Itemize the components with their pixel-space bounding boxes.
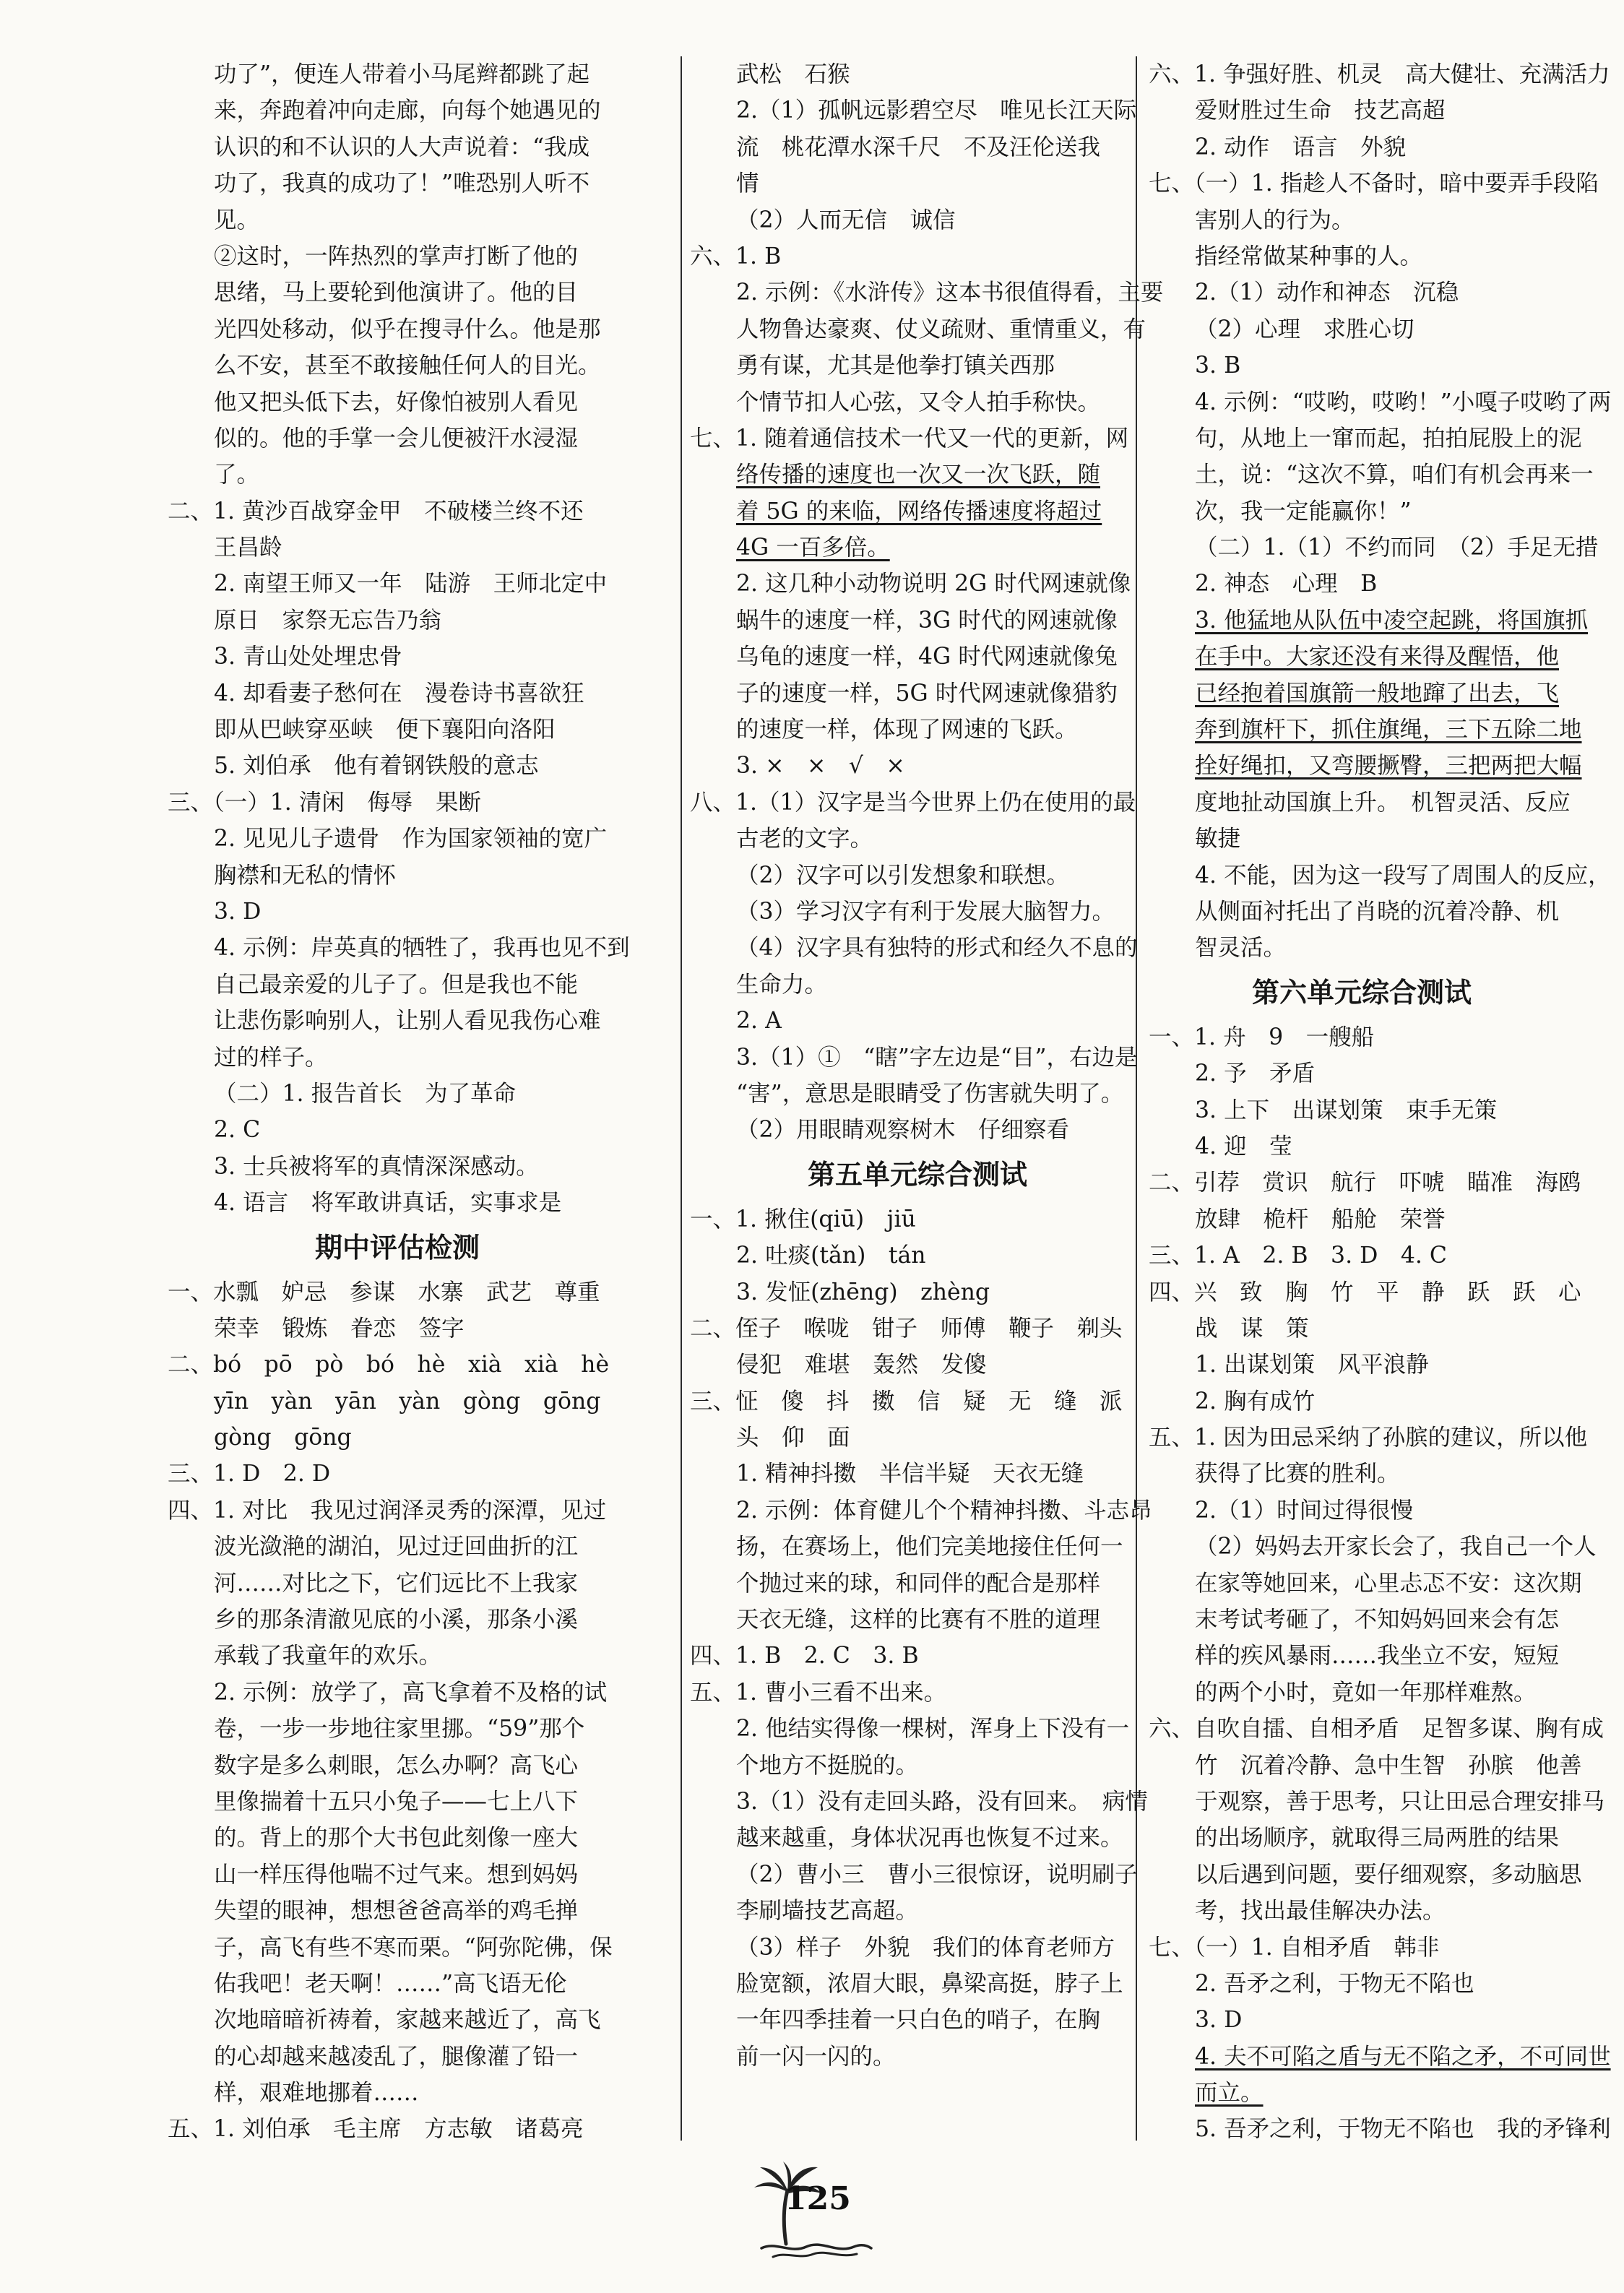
answer-line: 武松 石猴 xyxy=(736,61,850,87)
answer-line: 四、1. 对比 我见过润泽灵秀的深潭，见过 xyxy=(168,1497,607,1524)
answer-line: 光四处移动，似乎在搜寻什么。他是那 xyxy=(214,316,601,342)
answer-line: 七、（一）1. 自相矛盾 韩非 xyxy=(1149,1934,1440,1961)
answer-line: 来，奔跑着冲向走廊，向每个她遇见的 xyxy=(214,98,601,124)
answer-line: 情 xyxy=(736,170,759,197)
section-title: 第六单元综合测试 xyxy=(1251,976,1472,1009)
answer-line: 二、bó pō pò bó hè xià xià hè xyxy=(168,1352,610,1378)
answer-line: 五、1. 刘伯承 毛主席 方志敏 诸葛亮 xyxy=(168,2116,584,2143)
answer-line: 头 仰 面 xyxy=(736,1425,850,1451)
answer-line: 山一样压得他喘不过气来。想到妈妈 xyxy=(214,1861,579,1888)
answer-line: 获得了比赛的胜利。 xyxy=(1195,1461,1400,1487)
answer-line: 流 桃花潭水深千尺 不及汪伦送我 xyxy=(736,134,1101,160)
answer-line: 六、自吹自擂、自相矛盾 足智多谋、胸有成 xyxy=(1149,1716,1604,1743)
answer-line: 乌龟的速度一样，4G 时代网速就像兔 xyxy=(736,644,1118,670)
answer-line: 2. 南望王师又一年 陆游 王师北定中 xyxy=(214,571,608,597)
answer-line: 河……对比之下，它们远比不上我家 xyxy=(214,1570,579,1597)
answer-line: 个情节扣人心弦，又令人拍手称快。 xyxy=(736,389,1101,415)
answer-line: 承载了我童年的欢乐。 xyxy=(214,1643,442,1670)
answer-line: 乡的那条清澈见底的小溪，那条小溪 xyxy=(214,1607,579,1633)
answer-line: 了。 xyxy=(214,462,260,488)
answer-line: 2. C xyxy=(214,1117,261,1144)
answer-line: 越来越重，身体状况再也恢复不过来。 xyxy=(736,1825,1123,1852)
underlined-answer-line: 已经抱着国旗箭一般地蹿了出去，飞 xyxy=(1195,680,1560,707)
answer-line: 智灵活。 xyxy=(1195,935,1287,962)
answer-line: （2）汉字可以引发想象和联想。 xyxy=(736,862,1070,889)
answer-line: 让悲伤影响别人，让别人看见我伤心难 xyxy=(214,1008,601,1035)
answer-line: 2. 吐痰(tǎn) tán xyxy=(736,1243,926,1269)
answer-line: 波光潋滟的湖泊，见过迂回曲折的江 xyxy=(214,1534,579,1560)
answer-line: 认识的和不认识的人大声说着：“我成 xyxy=(214,134,590,160)
answer-line: 3. 青山处处埋忠骨 xyxy=(214,644,402,670)
answer-line: 敏捷 xyxy=(1195,826,1241,852)
answer-line: 李刷墙技艺高超。 xyxy=(736,1898,919,1925)
answer-line: 勇有谋，尤其是他拳打镇关西那 xyxy=(736,353,1055,379)
answer-line: 3.（1）没有走回头路，没有回来。 病情 xyxy=(736,1788,1148,1815)
answer-line: 4. 迎 莹 xyxy=(1195,1133,1292,1160)
answer-line: 3. 士兵被将军的真情深深感动。 xyxy=(214,1153,539,1180)
answer-line: （2）人而无信 诚信 xyxy=(736,207,956,233)
answer-line: （4）汉字具有独特的形式和经久不息的 xyxy=(736,935,1138,962)
answer-line: 卷，一步一步地往家里挪。“59”那个 xyxy=(214,1716,585,1743)
answer-line: 2. 示例：《水浒传》这本书很值得看，主要 xyxy=(736,280,1164,306)
underlined-answer-line: 着 5G 的来临，网络传播速度将超过 xyxy=(736,498,1102,524)
underlined-answer-line: 4G 一百多倍。 xyxy=(736,535,890,561)
underlined-answer-line: 奔到旗杆下，抓住旗绳，三下五除二地 xyxy=(1195,717,1582,743)
answer-line: 4. 却看妻子愁何在 漫卷诗书喜欲狂 xyxy=(214,680,584,707)
answer-line: 四、兴 致 胸 竹 平 静 跃 跃 心 xyxy=(1149,1279,1581,1305)
answer-line: 七、1. 随着通信技术一代又一代的更新，网 xyxy=(690,425,1129,452)
answer-line: 2.（1）孤帆远影碧空尽 唯见长江天际 xyxy=(736,98,1137,124)
answer-line: 2. 胸有成竹 xyxy=(1195,1388,1316,1415)
answer-line: 战 谋 策 xyxy=(1195,1315,1309,1342)
answer-line: 五、1. 因为田忌采纳了孙膑的建议，所以他 xyxy=(1149,1425,1588,1451)
answer-line: 句，从地上一窜而起，拍拍屁股上的泥 xyxy=(1195,425,1582,452)
answer-line: 的。背上的那个大书包此刻像一座大 xyxy=(214,1825,579,1852)
answer-line: 自己最亲爱的儿子了。但是我也不能 xyxy=(214,971,579,998)
answer-line: 指经常做某种事的人。 xyxy=(1195,243,1423,269)
answer-line: 见。 xyxy=(214,207,260,233)
answer-line: 4. 示例：“哎哟，哎哟！”小嘎子哎哟了两 xyxy=(1195,389,1612,415)
answer-line: 他又把头低下去，好像怕被别人看见 xyxy=(214,389,579,415)
answer-line: 三、（一）1. 清闲 侮辱 果断 xyxy=(168,789,481,816)
answer-line: 过的样子。 xyxy=(214,1044,328,1071)
answer-line: 2. 神态 心理 B xyxy=(1195,571,1378,597)
answer-line: 爱财胜过生命 技艺高超 xyxy=(1195,98,1446,124)
answer-column-middle xyxy=(690,56,1164,2075)
answer-line: 的速度一样，体现了网速的飞跃。 xyxy=(736,717,1078,743)
answer-line: 的两个小时，竟如一年那样难熬。 xyxy=(1195,1679,1537,1706)
answer-line: 荣幸 锻炼 眷恋 签字 xyxy=(214,1315,465,1342)
answer-line: 前一闪一闪的。 xyxy=(736,2043,896,2070)
answer-line: 六、1. 争强好胜、机灵 高大健壮、充满活力 xyxy=(1149,61,1610,87)
answer-line: 样，艰难地挪着…… xyxy=(214,2080,419,2107)
answer-line: 3. D xyxy=(1195,2007,1243,2034)
answer-line: 么不安，甚至不敢接触任何人的目光。 xyxy=(214,353,601,379)
answer-line: 2.（1）动作和神态 沉稳 xyxy=(1195,280,1459,306)
answer-line: （二）1. 报告首长 为了革命 xyxy=(214,1080,517,1107)
answer-line: 度地扯动国旗上升。 机智灵活、反应 xyxy=(1195,789,1571,816)
answer-line: 二、1. 黄沙百战穿金甲 不破楼兰终不还 xyxy=(168,498,584,524)
answer-line: 2. 予 矛盾 xyxy=(1195,1061,1316,1087)
answer-column-left xyxy=(168,56,630,2148)
answer-line: 似的。他的手掌一会儿便被汗水浸湿 xyxy=(214,425,579,452)
answer-line: 4. 语言 将军敢讲真话，实事求是 xyxy=(214,1190,562,1217)
page-number: 125 xyxy=(785,2180,851,2217)
answer-line: 古老的文字。 xyxy=(736,826,873,852)
answer-line: 2. 动作 语言 外貌 xyxy=(1195,134,1407,160)
answer-line: 一、1. 揪住(qiū) jiū xyxy=(690,1206,916,1232)
answer-line: 人物鲁达豪爽、仗义疏财、重情重义，有 xyxy=(736,316,1146,342)
answer-line: 3. 发怔(zhēng) zhèng xyxy=(736,1279,990,1305)
answer-line: 2. 示例：体育健儿个个精神抖擞、斗志昂 xyxy=(736,1497,1152,1524)
answer-line: 天衣无缝，这样的比赛有不胜的道理 xyxy=(736,1607,1101,1633)
underlined-answer-line: 3. 他猛地从队伍中凌空起跳，将国旗抓 xyxy=(1195,607,1589,634)
answer-line: ②这时，一阵热烈的掌声打断了他的 xyxy=(214,243,579,269)
answer-line: 2.（1）时间过得很慢 xyxy=(1195,1497,1414,1524)
answer-line: 次，我一定能赢你！” xyxy=(1195,498,1412,524)
answer-line: 样的疾风暴雨……我坐立不安，短短 xyxy=(1195,1643,1560,1670)
answer-line: 佑我吧！老天啊！……”高飞语无伦 xyxy=(214,1970,567,1997)
answer-line: 六、1. B xyxy=(690,243,782,269)
answer-line: 从侧面衬托出了肖晓的沉着冷静、机 xyxy=(1195,898,1560,925)
answer-line: 一、1. 舟 9 一艘船 xyxy=(1149,1024,1375,1050)
answer-line: 4. 示例：岸英真的牺牲了，我再也见不到 xyxy=(214,935,630,962)
answer-line: 数字是多么刺眼，怎么办啊？高飞心 xyxy=(214,1752,579,1779)
answer-line: （2）妈妈去开家长会了，我自己一个人 xyxy=(1195,1534,1597,1560)
answer-line: 七、（一）1. 指趁人不备时，暗中要弄手段陷 xyxy=(1149,170,1599,197)
answer-line: 2. 这几种小动物说明 2G 时代网速就像 xyxy=(736,571,1131,597)
section-title: 第五单元综合测试 xyxy=(807,1158,1027,1191)
answer-line: 以后遇到问题，要仔细观察，多动脑思 xyxy=(1195,1861,1582,1888)
answer-line: 二、引荐 赏识 航行 吓唬 瞄准 海鸥 xyxy=(1149,1170,1581,1196)
answer-line: 2. A xyxy=(736,1008,782,1035)
answer-line: 子，高飞有些不寒而栗。“阿弥陀佛，保 xyxy=(214,1934,613,1961)
answer-line: 八、1.（1）汉字是当今世界上仍在使用的最 xyxy=(690,789,1136,816)
answer-line: 竹 沉着冷静、急中生智 孙膑 他善 xyxy=(1195,1752,1582,1779)
answer-line: 2. 吾矛之利，于物无不陷也 xyxy=(1195,1970,1474,1997)
answer-line: 1. 出谋划策 风平浪静 xyxy=(1195,1352,1429,1378)
section-title: 期中评估检测 xyxy=(314,1231,480,1264)
answer-line: 三、1. A 2. B 3. D 4. C xyxy=(1149,1243,1448,1269)
answer-line: 王昌龄 xyxy=(214,535,282,561)
answer-line: 2. 见见儿子遗骨 作为国家领袖的宽广 xyxy=(214,826,608,852)
underlined-answer-line: 拴好绳扣，又弯腰撅臀，三把两把大幅 xyxy=(1195,753,1582,780)
answer-line: 五、1. 曹小三看不出来。 xyxy=(690,1679,947,1706)
answer-line: 3. × × √ × xyxy=(736,753,905,780)
answer-line: 子的速度一样，5G 时代网速就像猎豹 xyxy=(736,680,1118,707)
answer-line: 放肆 桅杆 船舱 荣誉 xyxy=(1195,1206,1446,1232)
underlined-answer-line: 4. 夫不可陷之盾与无不陷之矛，不可同世 xyxy=(1195,2043,1611,2070)
answer-line: 扬，在赛场上，他们完美地接住任何一 xyxy=(736,1534,1123,1560)
answer-line: 土，说：“这次不算，咱们有机会再来一 xyxy=(1195,462,1594,488)
answer-line: 功了”，便连人带着小马尾辫都跳了起 xyxy=(214,61,590,87)
answer-line: （2）曹小三 曹小三很惊讶，说明刷子 xyxy=(736,1861,1138,1888)
answer-line: 2. 他结实得像一棵树，浑身上下没有一 xyxy=(736,1716,1130,1743)
answer-line: 思绪，马上要轮到他演讲了。他的目 xyxy=(214,280,579,306)
underlined-answer-line: 在手中。大家还没有来得及醒悟，他 xyxy=(1195,644,1560,670)
answer-line: “害”，意思是眼睛受了伤害就失明了。 xyxy=(736,1080,1124,1107)
answer-line: 5. 吾矛之利，于物无不陷也 我的矛锋利 xyxy=(1195,2116,1611,2143)
answer-line: 里像揣着十五只小兔子——七上八下 xyxy=(214,1788,579,1815)
answer-line: 于观察，善于思考，只让田忌合理安排马 xyxy=(1195,1788,1605,1815)
answer-line: 在家等她回来，心里忐忑不安：这次期 xyxy=(1195,1570,1582,1597)
answer-line: （3）样子 外貌 我们的体育老师方 xyxy=(736,1934,1115,1961)
answer-line: 个地方不挺脱的。 xyxy=(736,1752,919,1779)
answer-line: 2. 示例：放学了，高飞拿着不及格的试 xyxy=(214,1679,608,1706)
answer-line: 三、怔 傻 抖 擞 信 疑 无 缝 派 xyxy=(690,1388,1123,1415)
answer-line: 胸襟和无私的情怀 xyxy=(214,862,397,889)
answer-line: 3.（1）① “瞎”字左边是“目”，右边是 xyxy=(736,1044,1138,1071)
answer-line: 脸宽额，浓眉大眼，鼻梁高挺，脖子上 xyxy=(736,1970,1123,1997)
answer-line: 个抛过来的球，和同伴的配合是那样 xyxy=(736,1570,1101,1597)
answer-line: （2）心理 求胜心切 xyxy=(1195,316,1414,342)
answer-line: 原日 家祭无忘告乃翁 xyxy=(214,607,442,634)
answer-line: 生命力。 xyxy=(736,971,828,998)
answer-line: 一年四季挂着一只白色的哨子，在胸 xyxy=(736,2007,1101,2034)
answer-line: 的心却越来越凌乱了，腿像灌了铅一 xyxy=(214,2043,579,2070)
answer-line: 四、1. B 2. C 3. B xyxy=(690,1643,919,1670)
answer-line: 的出场顺序，就取得三局两胜的结果 xyxy=(1195,1825,1560,1852)
answer-line: yīn yàn yān yàn gòng gōng xyxy=(214,1388,601,1415)
answer-column-right xyxy=(1149,56,1612,2148)
answer-line: （二）1.（1）不约而同 （2）手足无措 xyxy=(1195,535,1599,561)
answer-line: 4. 不能，因为这一段写了周围人的反应， xyxy=(1195,862,1611,889)
underlined-answer-line: 而立。 xyxy=(1195,2080,1264,2107)
answer-line: 三、1. D 2. D xyxy=(168,1461,331,1487)
answer-line: 次地暗暗祈祷着，家越来越近了，高飞 xyxy=(214,2007,601,2034)
answer-line: 即从巴峡穿巫峡 便下襄阳向洛阳 xyxy=(214,717,556,743)
answer-line: 考，找出最佳解决办法。 xyxy=(1195,1898,1446,1925)
answer-line: 功了，我真的成功了！”唯恐别人听不 xyxy=(214,170,590,197)
underlined-answer-line: 络传播的速度也一次又一次飞跃，随 xyxy=(736,462,1101,488)
answer-line: 失望的眼神，想想爸爸高举的鸡毛掸 xyxy=(214,1898,579,1925)
answer-line: （3）学习汉字有利于发展大脑智力。 xyxy=(736,898,1115,925)
answer-line: 1. 精神抖擞 半信半疑 天衣无缝 xyxy=(736,1461,1084,1487)
answer-line: 5. 刘伯承 他有着钢铁般的意志 xyxy=(214,753,539,780)
answer-line: 一、水瓢 妒忌 参谋 水寨 武艺 尊重 xyxy=(168,1279,600,1305)
answer-line: （2）用眼睛观察树木 仔细察看 xyxy=(736,1117,1070,1144)
answer-line: 二、侄子 喉咙 钳子 师傅 鞭子 剃头 xyxy=(690,1315,1123,1342)
answer-line: 3. D xyxy=(214,898,262,925)
answer-line: 害别人的行为。 xyxy=(1195,207,1355,233)
answer-line: 蜗牛的速度一样，3G 时代的网速就像 xyxy=(736,607,1118,634)
answer-line: 3. B xyxy=(1195,353,1241,379)
answer-line: 侵犯 难堪 轰然 发傻 xyxy=(736,1352,987,1378)
answer-line: gòng gōng xyxy=(214,1425,352,1451)
answer-line: 末考试考砸了，不知妈妈回来会有怎 xyxy=(1195,1607,1560,1633)
column-divider-left xyxy=(681,56,682,2141)
answer-line: 3. 上下 出谋划策 束手无策 xyxy=(1195,1097,1498,1123)
